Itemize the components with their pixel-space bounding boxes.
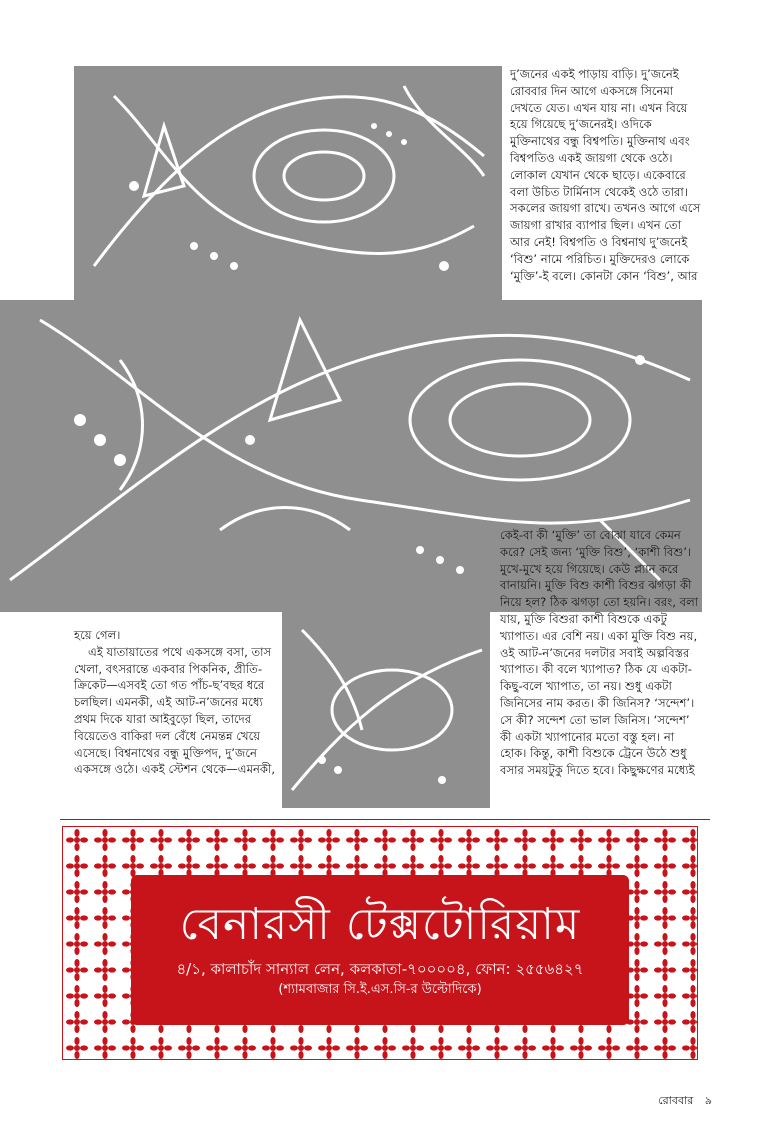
paragraph: এই যাতায়াতের পথে একসঙ্গে বসা, তাস খেলা, বৎসরান্তে একবার পিকনিক, প্রীতি-ক্রিকেট—এসবই তো গত পাঁচ-ছ’বছর ধরে চলছিল। এমনকী, এই আট-ন’জনের মধ্যে প্রথম দিকে যারা আইবুড়ো ছিল, তাদের বিয়েতেও বাকিরা দল বেঁধে নেমন্তন্ন খেয়ে এসেছে। বিশ্বনাথের বন্ধু মুক্তিপদ, দু’জনে একসঙ্গে ওঠে। একই স্টেশন থেকে—এমনকী, [74,644,276,777]
section-divider [60,819,710,820]
paragraph: দু’জনের একই পাড়ায় বাড়ি। দু’জনেই রোববার দিন আগে একসঙ্গে সিনেমা দেখতে যেত। এখন যায় না। এখন বিয়ে হয়ে গিয়েছে দু’জনেরই। ওদিকে মুক্তিনাথের বন্ধু বিশ্বপতি। মুক্তিনাথ এবং বিশ্বপতিও একই জায়গা থেকে ওঠে। লোকাল যেখান থেকে ছাড়ে। একেবারে বলা উচিত টার্মিনাস থেকেই ওঠে তারা। সকলের জায়গা রাখে। তখনও আগে এসে জায়গা রাখার ব্যাপার ছিল। এখন তো আর নেই! বিশ্বপতি ও বিশ্বনাথ দু’জনেই ‘বিশু’ নামে পরিচিত। মুক্তিদেরও লোকে ‘মুক্তি’-ই বলে। কোনটা কোন ‘বিশু’, আর [510,67,701,283]
section-name: রোববার [658,1094,694,1107]
decorative-artwork-top [74,66,502,302]
page-number: ৯ [704,1094,712,1107]
article-column-bottom-right [500,527,704,779]
paragraph: হয়ে গেল। [74,628,121,642]
page-footer [650,1092,712,1111]
ad-location-note: (শ্যামবাজার সি.ই.এস.সি-র উল্টোদিকে) [278,982,482,997]
article-column-bottom-left [74,627,276,778]
advertisement [62,826,698,1060]
ad-panel [131,875,629,1025]
ad-title: বেনারসী টেক্সটোরিয়াম [179,899,581,950]
article-column-top-right [510,66,702,284]
decorative-artwork-bottom [282,610,490,808]
paragraph: কেই-বা কী ‘মুক্তি’ তা বোঝা যাবে কেমন করে? সেই জন্য ‘মুক্তি বিশু’, ‘কাশী বিশু’। মুখে-মুখে হয়ে গিয়েছে। কেউ প্ল্যান করে বানায়নি। মুক্তি বিশু কাশী বিশুর ঝগড়া কী নিয়ে হল? ঠিক ঝগড়া তো হয়নি। বরং, বলা যায়, মুক্তি বিশুরা কাশী বিশুকে একটু খ্যাপাত। এর বেশি নয়। একা মুক্তি বিশু নয়, ওই আট-ন’জনের দলটার সবাই অল্পবিস্তর খ্যাপাত। কী বলে খ্যাপাত? ঠিক যে একটা-কিছু-বলে খ্যাপাত, তা নয়। শুধু একটা জিনিসের নাম করত। কী জিনিস? ‘সন্দেশ’। সে কী? সন্দেশ তো ভাল জিনিস। ‘সন্দেশ’ কী একটা খ্যাপানোর মতো বস্তু হল। না হোক। কিন্তু, কাশী বিশুকে ট্রেনে উঠে শুধু বসার সময়টুকু দিতে হবে। কিছুক্ষণের মধ্যেই [500,528,699,778]
ad-address: ৪/১, কালাচাঁদ সান্যাল লেন, কলকাতা-৭০০০০৪, ফোন: ২৫৫৬৪২৭ [176,960,584,978]
